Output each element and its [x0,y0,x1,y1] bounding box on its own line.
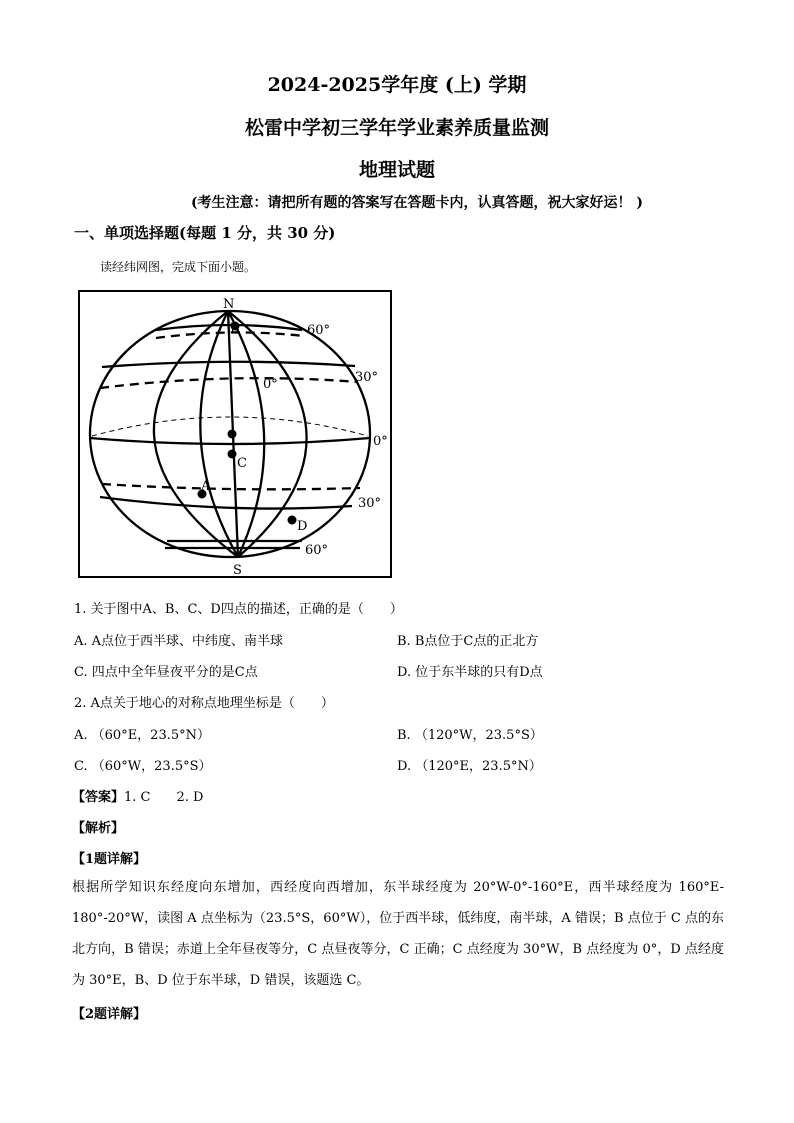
question-1-option-c: C. 四点中全年昼夜平分的是C点 [74,665,258,680]
question-2-option-b: B. （120°W，23.5°S） [397,728,543,743]
instruction-text: 读经纬网图，完成下面小题。 [100,260,257,274]
label-point-d: D [297,519,308,534]
point-mid-dot [228,430,237,439]
label-lat-30s: 30° [358,496,382,511]
label-lon-0: 0° [263,377,278,392]
question-2-option-d: D. （120°E，23.5°N） [397,759,542,774]
detail-1-label: 【1题详解】 [72,852,147,867]
exam-notice: (考生注意：请把所有题的答案写在答题卡内，认真答题，祝大家好运！ ) [190,195,644,211]
parallel-30n-front [102,362,355,367]
label-lat-0: 0° [373,434,388,449]
answer-label: 【答案】 [72,790,125,805]
answer-line [72,786,203,805]
label-lat-60s: 60° [305,543,329,558]
label-south-pole: S [233,563,242,576]
parallel-30n-back [100,378,358,388]
exam-school-title: 松雷中学初三学年学业素养质量监测 [244,117,549,139]
equator-front [90,438,370,444]
label-point-b: B [230,321,240,336]
answer-text: 1. C 2. D [124,790,204,805]
question-1-option-a: A. A点位于西半球、中纬度、南半球 [74,634,284,649]
label-lat-60n: 60° [307,323,331,338]
detail-1-text: 根据所学知识东经度向东增加，西经度向西增加，东半球经度为 20°W-0°-160°E，西半球经度为 160°E-180°-20°W，读图 A 点坐标为（23.5°S，60°W），位于西半球，低纬度，南半球，A 错误；B 点位于 C 点的东北方向，B 错误；赤道上全年昼夜等分，C 点昼夜等分，C 正确；C 点经度为 30°W，B 点经度为 0°，D 点经度为 30°E，B、D 位于东半球，D 错误，该题选 C。 [72,880,724,988]
exam-subject-title: 地理试题 [358,159,435,181]
globe-graticule-diagram [80,292,390,576]
label-north-pole: N [223,297,235,312]
question-2-option-a: A. （60°E，23.5°N） [74,728,211,743]
question-1-option-b: B. B点位于C点的正北方 [397,634,539,649]
question-1-option-d: D. 位于东半球的只有D点 [397,665,543,680]
globe-figure-frame [78,290,392,578]
label-point-a: A [201,479,211,494]
parallel-30s-back [102,484,360,489]
section-heading: 一、单项选择题(每题 1 分，共 30 分) [74,224,336,242]
exam-year-title: 2024-2025学年度 (上) 学期 [267,74,527,96]
meridian-line [154,311,238,557]
question-2-option-c: C. （60°W，23.5°S） [74,759,212,774]
question-1-stem: 1. 关于图中A、B、C、D四点的描述，正确的是（ ） [74,602,403,617]
point-c-dot [228,450,237,459]
detail-2-label: 【2题详解】 [72,1007,147,1022]
analysis-label: 【解析】 [72,821,125,836]
label-point-c: C [237,456,247,471]
parallel-30s-front [100,497,352,509]
label-lat-30n: 30° [355,370,379,385]
point-d-dot [288,516,297,525]
question-2-stem: 2. A点关于地心的对称点地理坐标是（ ） [74,696,334,711]
